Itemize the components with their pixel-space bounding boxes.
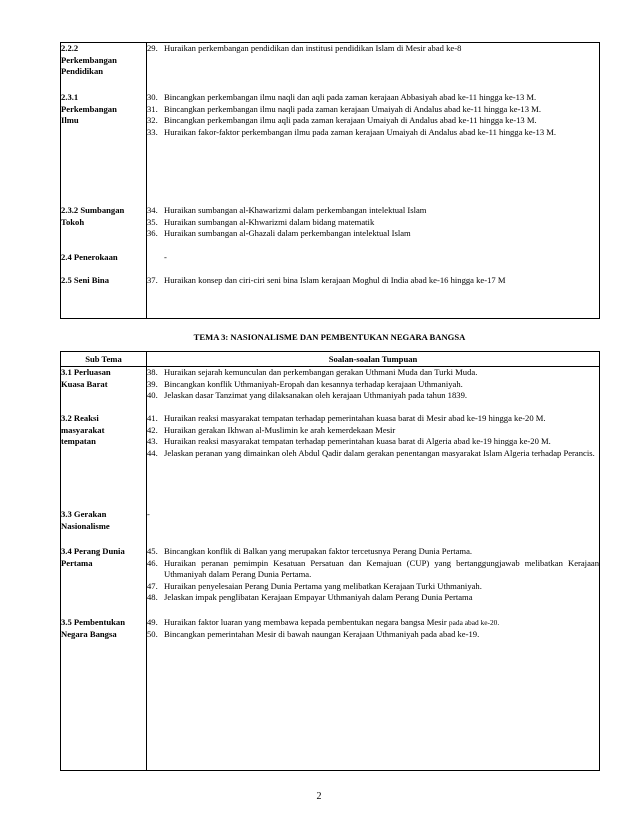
question-text: Bincangkan perkembangan ilmu naqli dan aqli pada zaman kerajaan Abbasiyah abad ke-11 hingga ke-13 M. (164, 92, 537, 102)
question-text: Huraikan sumbangan al-Khawarizmi dalam perkembangan intelektual Islam (164, 205, 427, 215)
questions-column (147, 43, 600, 319)
question-item (147, 217, 599, 229)
question-group (147, 367, 599, 413)
subtopic-column (61, 367, 147, 771)
question-text: Bincangkan konflik Uthmaniyah-Eropah dan kesannya terhadap kerajaan Uthmaniyah. (164, 378, 463, 389)
question-group (147, 275, 599, 287)
question-number: 40. (147, 390, 158, 400)
question-number: 45. (147, 546, 158, 556)
subtopic-cell (61, 413, 146, 509)
question-item (147, 448, 599, 460)
question-number: 35. (147, 216, 158, 227)
question-text: Jelaskan impak penglibatan Kerajaan Empayar Uthmaniyah dalam Perang Dunia Pertama (164, 592, 473, 602)
question-text-small: pada abad ke-20. (448, 618, 500, 627)
question-text: Huraikan faktor luaran yang membawa kepada pembentukan negara bangsa Mesir (164, 617, 447, 627)
question-item (147, 104, 599, 116)
question-text: Huraikan reaksi masyarakat tempatan terhadap pemerintahan kuasa barat di Mesir abad ke-19 hingga ke-20 M. (164, 413, 546, 423)
subtopic-cell (61, 252, 146, 275)
subtopic-label: 3.3 Gerakan Nasionalisme (61, 509, 110, 531)
question-item (147, 617, 599, 629)
subtopic-cell (61, 509, 146, 546)
header-sub-theme: Sub Tema (61, 352, 147, 367)
question-number: 41. (147, 413, 158, 423)
subtopic-label: 2.3.2 Sumbangan Tokoh (61, 205, 125, 227)
question-group (147, 509, 599, 546)
question-item (147, 436, 599, 448)
question-number: 49. (147, 617, 158, 627)
subtopic-label: 3.1 Perluasan Kuasa Barat (61, 367, 111, 389)
questions-column (147, 367, 600, 771)
header-focus-questions: Soalan-soalan Tumpuan (147, 352, 600, 367)
subtopic-label: 2.3.1 Perkembangan Ilmu (61, 92, 117, 125)
question-item (147, 413, 599, 425)
question-number: 47. (147, 580, 158, 591)
question-group (147, 252, 599, 275)
question-number: 46. (147, 557, 158, 568)
question-number: 32. (147, 115, 158, 125)
question-item (147, 115, 599, 127)
topic-table-theme-2 (60, 42, 600, 319)
question-item (147, 43, 599, 55)
question-number: 50. (147, 628, 158, 639)
question-item (147, 546, 599, 558)
subtopic-cell (61, 275, 146, 287)
question-text: Huraikan sumbangan al-Khwarizmi dalam bidang matematik (164, 216, 375, 227)
question-number: 30. (147, 92, 158, 102)
question-number: 29. (147, 43, 158, 53)
question-item (147, 127, 599, 139)
subtopic-cell (61, 92, 146, 205)
question-text: Huraikan konsep dan ciri-ciri seni bina Islam kerajaan Moghul di India abad ke-16 hingga ke-17 M (164, 275, 506, 285)
question-text: Huraikan sejarah kemunculan dan perkembangan gerakan Uthmani Muda dan Turki Muda. (164, 367, 478, 377)
question-item (147, 425, 599, 437)
subtopic-label: 3.5 Pembentukan Negara Bangsa (61, 617, 125, 639)
question-text: Bincangkan pemerintahan Mesir di bawah naungan Kerajaan Uthmaniyah pada abad ke-19. (164, 628, 480, 639)
question-group (147, 617, 599, 640)
question-number: 36. (147, 228, 158, 238)
question-item (147, 275, 599, 287)
question-item (147, 581, 599, 593)
empty-question-dash: - (147, 509, 150, 519)
question-text: Huraikan perkembangan pendidikan dan institusi pendidikan Islam di Mesir abad ke-8 (164, 43, 462, 53)
topic-table-theme-3 (60, 351, 600, 771)
page-number: 2 (316, 791, 322, 802)
question-number: 48. (147, 592, 158, 602)
subtopic-column (61, 43, 147, 319)
subtopic-label: 2.2.2 Perkembangan Pendidikan (61, 43, 117, 76)
question-number: 31. (147, 103, 158, 114)
question-number: 37. (147, 275, 158, 285)
empty-question-dash: - (164, 252, 167, 262)
subtopic-cell (61, 205, 146, 252)
subtopic-cell (61, 546, 146, 617)
subtopic-cell (61, 367, 146, 413)
question-number: 38. (147, 367, 158, 377)
question-number: 43. (147, 436, 158, 446)
question-text: Huraikan gerakan Ikhwan al-Muslimin ke arah kemerdekaan Mesir (164, 424, 396, 435)
question-item (147, 592, 599, 604)
subtopic-cell (61, 43, 146, 92)
question-text: Bincangkan perkembangan ilmu aqli pada zaman kerajaan Umaiyah di Andalus abad ke-11 hingga ke-13 M. (164, 115, 537, 125)
question-number: 39. (147, 378, 158, 389)
question-number: 34. (147, 205, 158, 215)
question-text: Huraikan peranan pemimpin Kesatuan Persatuan dan Kemajuan (CUP) yang bertanggungjawab melibatkan Kerajaan Uthmaniyah dalam Perang Dunia Pertama. (164, 557, 599, 579)
question-item (147, 629, 599, 641)
question-item (147, 367, 599, 379)
question-number: 33. (147, 126, 158, 137)
question-group (147, 43, 599, 92)
question-text: Huraikan fakor-faktor perkembangan ilmu pada zaman kerajaan Umaiyah di Andalus abad ke-11 hingga ke-13 M. (164, 126, 557, 137)
question-item (147, 379, 599, 391)
subtopic-cell (61, 617, 146, 640)
theme-3-title: TEMA 3: NASIONALISME DAN PEMBENTUKAN NEGARA BANGSA (193, 332, 466, 342)
question-group (147, 205, 599, 252)
question-number: 42. (147, 424, 158, 435)
question-item (147, 205, 599, 217)
subtopic-label: 2.5 Seni Bina (61, 275, 109, 285)
question-text: Jelaskan dasar Tanzimat yang dilaksanakan oleh kerajaan Uthmaniyah pada tahun 1839. (164, 390, 468, 400)
question-group (147, 413, 599, 509)
question-text: Huraikan penyelesaian Perang Dunia Pertama yang melibatkan Kerajaan Turki Uthmaniyah. (164, 580, 482, 591)
question-item (147, 390, 599, 402)
subtopic-label: 3.2 Reaksi masyarakat tempatan (61, 413, 105, 446)
question-group (147, 546, 599, 617)
question-text: Jelaskan peranan yang dimainkan oleh Abdul Qadir dalam gerakan penentangan masyarakat Islam Algeria terhadap Perancis. (164, 447, 595, 458)
question-item (147, 228, 599, 240)
question-number: 44. (147, 447, 158, 458)
question-text: Huraikan sumbangan al-Ghazali dalam perkembangan intelektual Islam (164, 228, 411, 238)
question-item (147, 92, 599, 104)
question-text: Huraikan reaksi masyarakat tempatan terhadap pemerintahan kuasa barat di Algeria abad ke-19 hingga ke-20 M. (164, 436, 551, 446)
subtopic-label: 2.4 Penerokaan (61, 252, 118, 262)
question-text: Bincangkan konflik di Balkan yang merupakan faktor tercetusnya Perang Dunia Pertama. (164, 546, 473, 556)
question-group (147, 92, 599, 205)
subtopic-label: 3.4 Perang Dunia Pertama (61, 546, 125, 568)
question-item (147, 558, 599, 581)
question-text: Bincangkan perkembangan ilmu naqli pada zaman kerajaan Umaiyah di Andalus abad ke-11 hingga ke-13 M. (164, 103, 541, 114)
